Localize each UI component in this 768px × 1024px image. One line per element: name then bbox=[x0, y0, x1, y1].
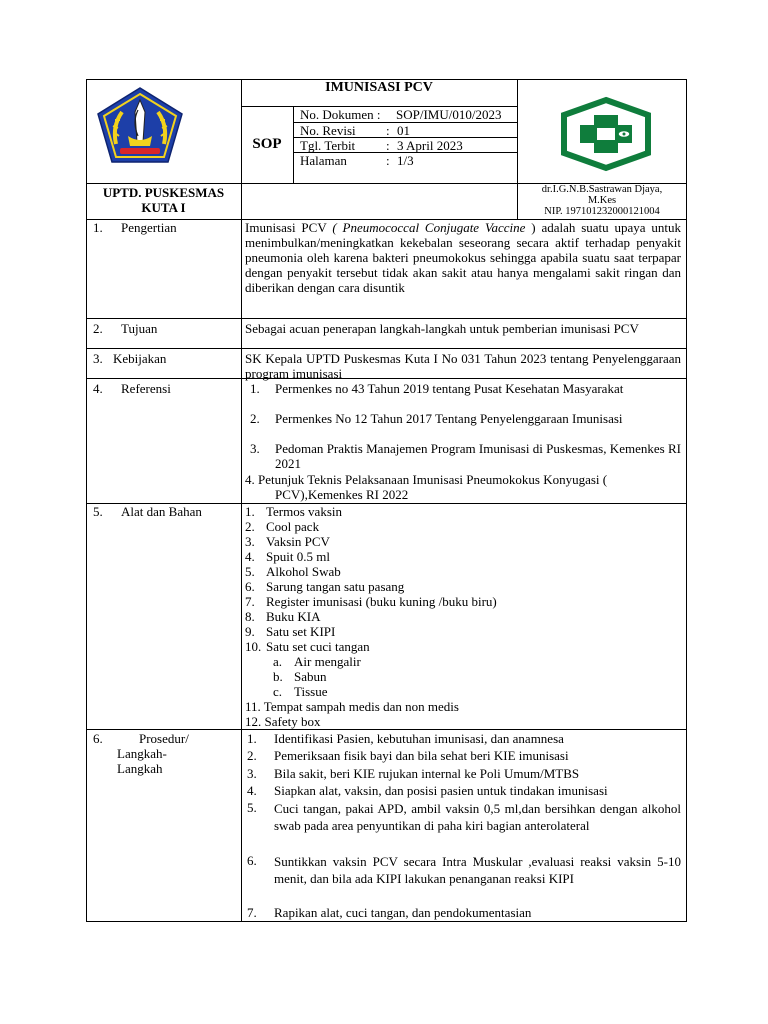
doc-number-label: No. Dokumen : bbox=[300, 107, 381, 122]
procedure-number: 4. bbox=[247, 783, 257, 798]
equipment-number: 10. bbox=[245, 639, 262, 654]
row1-text-post: ) adalah suatu upaya untuk menimbulkan/meningkatkan kekebalan seseorang secara aktif terhadap penyakit pneumonia oleh karena bakteri pneumokokus sehingga apabila suatu saat terpapar dengan penyakit tersebut tidak akan sakit atau hanya mengalami sakit ringan dan diberikan dengan cara disuntik bbox=[245, 220, 682, 295]
signer-name: dr.I.G.N.B.Sastrawan Djaya, bbox=[541, 184, 663, 195]
procedure-step: Rapikan alat, cuci tangan, dan pendokumentasian bbox=[274, 905, 532, 920]
row1-text-italic: ( Pneumococcal Conjugate Vaccine bbox=[332, 220, 526, 235]
row2-text: Sebagai acuan penerapan langkah-langkah untuk pemberian imunisasi PCV bbox=[245, 321, 639, 336]
equipment-sub-letter: b. bbox=[273, 669, 283, 684]
procedure-number: 1. bbox=[247, 731, 257, 746]
equipment-number: 3. bbox=[245, 534, 255, 549]
badung-regency-emblem bbox=[94, 86, 186, 166]
procedure-step: Bila sakit, beri KIE rujukan internal ke Poli Umum/MTBS bbox=[274, 766, 580, 781]
reference-number: 2. bbox=[250, 411, 260, 426]
procedure-step: Pemeriksaan fisik bayi dan bila sehat beri KIE imunisasi bbox=[274, 748, 569, 763]
equipment-sub-item: Sabun bbox=[294, 669, 327, 684]
rule-row2-bottom bbox=[86, 348, 687, 349]
row1-label: Pengertian bbox=[121, 220, 177, 235]
row4-label: Referensi bbox=[121, 381, 171, 396]
row1-text bbox=[245, 220, 681, 295]
procedure-number: 6. bbox=[247, 853, 257, 868]
equipment-number: 5. bbox=[245, 564, 255, 579]
revision-value: 01 bbox=[397, 123, 410, 138]
row2-number: 2. bbox=[93, 321, 103, 336]
equipment-number: 1. bbox=[245, 504, 255, 519]
equipment-number: 4. bbox=[245, 549, 255, 564]
equipment-number: 8. bbox=[245, 609, 255, 624]
page-label: Halaman bbox=[300, 153, 347, 168]
row5-number: 5. bbox=[93, 504, 103, 519]
reference-number: 3. bbox=[250, 441, 260, 456]
equipment-number: 9. bbox=[245, 624, 255, 639]
org-name-line1: UPTD. PUSKESMAS bbox=[102, 185, 225, 200]
equipment-item: Termos vaksin bbox=[266, 504, 342, 519]
reference-number: 1. bbox=[250, 381, 260, 396]
reference-item: Pedoman Praktis Manajemen Program Imunisasi di Puskesmas, Kemenkes RI 2021 bbox=[275, 441, 681, 471]
page-colon: : bbox=[386, 153, 390, 168]
equipment-item: Spuit 0.5 ml bbox=[266, 549, 330, 564]
equipment-sub-letter: c. bbox=[273, 684, 283, 699]
reference-item-4-line1: 4. Petunjuk Teknis Pelaksanaan Imunisasi Pneumokokus Konyugasi ( bbox=[245, 472, 608, 487]
equipment-item: Sarung tangan satu pasang bbox=[266, 579, 405, 594]
equipment-number: 7. bbox=[245, 594, 255, 609]
rule-bottom bbox=[86, 921, 687, 922]
procedure-step: Identifikasi Pasien, kebutuhan imunisasi, dan anamnesa bbox=[274, 731, 564, 746]
revision-colon: : bbox=[386, 123, 390, 138]
row3-text: SK Kepala UPTD Puskesmas Kuta I No 031 Tahun 2023 tentang Penyelenggaraan program imunisasi bbox=[245, 351, 681, 381]
issue-date-colon: : bbox=[386, 138, 390, 153]
procedure-number: 3. bbox=[247, 766, 257, 781]
rule-sop-divider bbox=[293, 106, 294, 184]
equipment-sub-item: Air mengalir bbox=[294, 654, 361, 669]
equipment-number: 6. bbox=[245, 579, 255, 594]
equipment-item-12: 12. Safety box bbox=[245, 714, 321, 729]
procedure-number: 2. bbox=[247, 748, 257, 763]
signer-nip: NIP. 197101232000121004 bbox=[544, 206, 660, 217]
page-value: 1/3 bbox=[397, 153, 414, 168]
document-title: IMUNISASI PCV bbox=[325, 80, 433, 95]
row3-label: Kebijakan bbox=[113, 351, 167, 366]
row6-number: 6. bbox=[93, 731, 103, 746]
procedure-step: Siapkan alat, vaksin, dan posisi pasien untuk tindakan imunisasi bbox=[274, 783, 608, 798]
equipment-item: Register imunisasi (buku kuning /buku biru) bbox=[266, 594, 497, 609]
row4-number: 4. bbox=[93, 381, 103, 396]
equipment-item: Alkohol Swab bbox=[266, 564, 341, 579]
equipment-item: Vaksin PCV bbox=[266, 534, 330, 549]
equipment-item: Satu set KIPI bbox=[266, 624, 336, 639]
row1-text-pre: Imunisasi PCV bbox=[245, 220, 327, 235]
equipment-item: Satu set cuci tangan bbox=[266, 639, 370, 654]
row6-label-line2: Langkah- bbox=[117, 746, 167, 761]
row6-label-line3: Langkah bbox=[117, 761, 163, 776]
rule-row5-bottom bbox=[86, 729, 687, 730]
reference-item: Permenkes No 12 Tahun 2017 Tentang Penyelenggaraan Imunisasi bbox=[275, 411, 623, 426]
row5-label: Alat dan Bahan bbox=[121, 504, 202, 519]
equipment-item: Cool pack bbox=[266, 519, 320, 534]
issue-date-label: Tgl. Terbit bbox=[300, 138, 356, 153]
reference-item-4-line2: PCV),Kemenkes RI 2022 bbox=[275, 487, 409, 502]
equipment-sub-item: Tissue bbox=[294, 684, 328, 699]
signer-title: M.Kes bbox=[587, 195, 617, 206]
rule-right bbox=[686, 79, 687, 922]
row6-label-line1: Prosedur/ bbox=[139, 731, 189, 746]
doc-number-value: SOP/IMU/010/2023 bbox=[396, 107, 502, 122]
puskesmas-logo bbox=[556, 95, 656, 173]
sop-label: SOP bbox=[252, 136, 282, 152]
row1-number: 1. bbox=[93, 220, 103, 235]
row2-label: Tujuan bbox=[121, 321, 158, 336]
procedure-number: 5. bbox=[247, 800, 257, 815]
equipment-sub-letter: a. bbox=[273, 654, 283, 669]
equipment-item-11: 11. Tempat sampah medis dan non medis bbox=[245, 699, 459, 714]
row3-number: 3. bbox=[93, 351, 103, 366]
equipment-item: Buku KIA bbox=[266, 609, 321, 624]
rule-col-divider bbox=[241, 79, 242, 922]
org-name-line2: KUTA I bbox=[141, 200, 186, 215]
issue-date-value: 3 April 2023 bbox=[397, 138, 463, 153]
procedure-step: Suntikkan vaksin PCV secara Intra Muskular ,evaluasi reaksi vaksin 5-10 menit, dan bila ada KIPI lakukan penanganan reaksi KIPI bbox=[274, 854, 681, 886]
revision-label: No. Revisi bbox=[300, 123, 356, 138]
procedure-step: Cuci tangan, pakai APD, ambil vaksin 0,5 ml,dan bersihkan dengan alkohol swab pada area penyuntikan di paha kiri bagian anterolateral bbox=[274, 801, 681, 833]
equipment-number: 2. bbox=[245, 519, 255, 534]
procedure-number: 7. bbox=[247, 905, 257, 920]
reference-item: Permenkes no 43 Tahun 2019 tentang Pusat Kesehatan Masyarakat bbox=[275, 381, 624, 396]
rule-row1-bottom bbox=[86, 318, 687, 319]
